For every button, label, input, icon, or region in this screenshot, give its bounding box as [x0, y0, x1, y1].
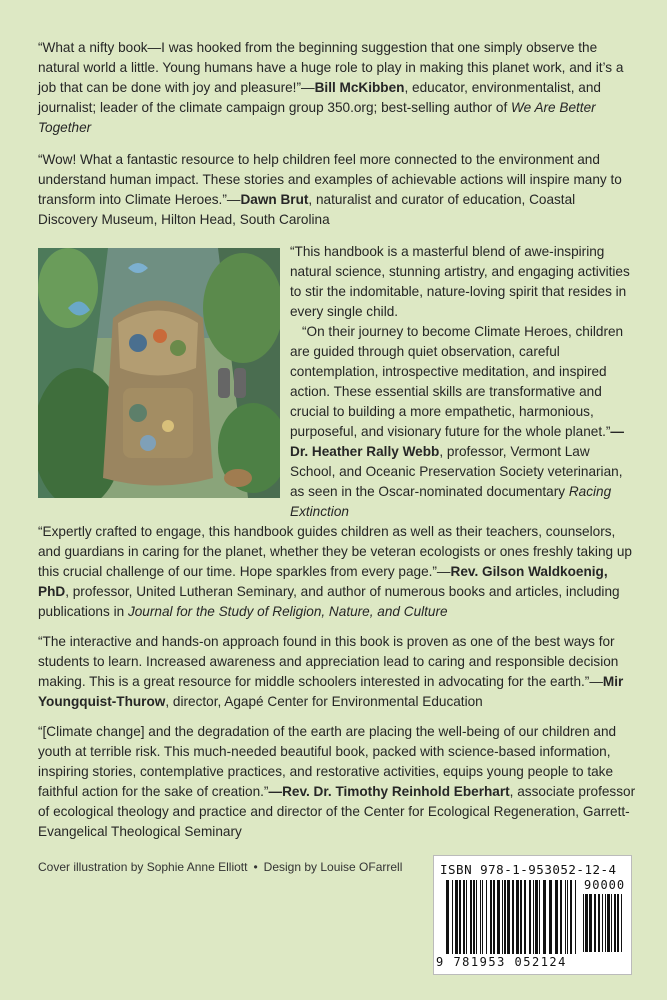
- barcode-bar: [486, 880, 487, 954]
- barcode-bar: [607, 894, 610, 952]
- barcode-bar: [459, 880, 461, 954]
- design-credit: Design by Louise OFarrell: [263, 860, 403, 874]
- barcode-bar: [480, 880, 481, 954]
- barcode-bar: [446, 880, 449, 954]
- blurb-text-part2: [290, 322, 635, 522]
- barcode-bar: [473, 880, 475, 954]
- barcode-bar: [497, 880, 500, 954]
- barcode-bar: [570, 880, 572, 954]
- barcode-bar: [470, 880, 472, 954]
- barcode-bar: [543, 880, 546, 954]
- barcode-bar: [614, 894, 616, 952]
- barcode-bar: [598, 894, 600, 952]
- barcode-bar: [594, 894, 596, 952]
- blurb-text: “Expertly crafted to engage, this handbook guides children as well as their teachers, counselors, and guardians in caring for the planet, whether they be veteran ecologists or ones freshly taking up this crucial challenge of our time. Hope sparkles from every page.”—: [38, 524, 632, 579]
- barcode-bar: [476, 880, 477, 954]
- blurb-author: Mir Youngquist-Thurow: [38, 674, 624, 709]
- barcode-bars: [446, 880, 576, 954]
- barcode-bar: [583, 894, 584, 952]
- barcode-bar: [452, 880, 453, 954]
- price-barcode-bars: [583, 894, 625, 952]
- barcode-bar: [507, 880, 510, 954]
- blurb-text: “[Climate change] and the degradation of the earth are placing the well-being of our children and youth at terrible risk. This much-needed beautiful book, packed with science-based information, inspiring stories, contemplative practices, and restorative activities, equips young people to take faithful action for the sake of creation.”: [38, 724, 617, 799]
- blurb-author: Bill McKibben: [314, 80, 405, 95]
- blurb-author: —Rev. Dr. Timothy Reinhold Eberhart: [268, 784, 510, 799]
- barcode-bar: [539, 880, 540, 954]
- barcode-bar: [589, 894, 592, 952]
- barcode-bar: [502, 880, 503, 954]
- barcode-bar: [617, 894, 619, 952]
- barcode-bar: [524, 880, 526, 954]
- backpack-image: [38, 248, 280, 498]
- illustration-credit: Cover illustration by Sophie Anne Elliott: [38, 860, 248, 874]
- blurb-text-part1: “This handbook is a masterful blend of awe-inspiring natural science, stunning artistry, and engaging activities to stir the indomitable, nature-loving spirit that resides in every single child.: [290, 244, 630, 319]
- barcode-bar: [621, 894, 622, 952]
- barcode-bar: [529, 880, 531, 954]
- blurb-waldkoenig: [38, 522, 638, 622]
- barcode-bar: [602, 894, 603, 952]
- barcode-bar: [535, 880, 538, 954]
- blurb-affiliation: , professor, United Lutheran Seminary, and author of numerous books and articles, including publications in: [38, 584, 620, 619]
- backpack-illustration: [38, 248, 280, 498]
- blurb-affiliation: , educator, environmentalist, and journalist; leader of the climate campaign group 350.org; best-selling author of: [38, 80, 601, 115]
- blurb-author: Rev. Gilson Waldkoenig, PhD: [38, 564, 608, 599]
- barcode-bar: [493, 880, 495, 954]
- barcode-bar: [575, 880, 576, 954]
- blurb-text: “What a nifty book—I was hooked from the beginning suggestion that one simply observe the natural world a little. Young humans have a huge role to play in making this planet work, and it’s a job that can be done with joy and pleasure!”—: [38, 40, 624, 95]
- barcode-bar: [565, 880, 566, 954]
- barcode-bar: [585, 894, 588, 952]
- barcode-bar: [533, 880, 534, 954]
- blurb-affiliation: , associate professor of ecological theology and practice and director of the Center for Ecological Regeneration, Garrett-Evangelical Theological Seminary: [38, 784, 636, 839]
- blurb-youngquist-thurow: [38, 632, 638, 712]
- isbn-number: ISBN 978-1-953052-12-4: [440, 862, 617, 877]
- price-code: 90000: [584, 878, 626, 892]
- blurb-author: Dawn Brut: [240, 192, 309, 207]
- isbn-barcode: [433, 855, 632, 975]
- barcode-bar: [512, 880, 514, 954]
- blurb-author: —Dr. Heather Rally Webb: [290, 424, 624, 459]
- blurb-affiliation: , naturalist and curator of education, Coastal Discovery Museum, Hilton Head, South Carolina: [38, 192, 576, 227]
- barcode-bar: [504, 880, 506, 954]
- ean-digits: 9 781953 052124: [436, 955, 567, 969]
- barcode-bar: [520, 880, 522, 954]
- blurb-work-title: Journal for the Study of Religion, Nature, and Culture: [127, 604, 448, 619]
- blurb-work-title: Racing Extinction: [290, 484, 612, 519]
- credits-line: [38, 860, 402, 874]
- barcode-bar: [463, 880, 465, 954]
- blurb-affiliation: , professor, Vermont Law School, and Oceanic Preservation Society veterinarian, as seen in the Oscar-nominated documentary: [290, 444, 623, 499]
- blurb-mckibben: [38, 38, 638, 138]
- blurb-text: “Wow! What a fantastic resource to help children feel more connected to the environment and understand human impact. These stories and examples of achievable actions will inspire many to transform into Climate Heroes.”—: [38, 152, 622, 207]
- blurb-brut: [38, 150, 638, 230]
- barcode-bar: [549, 880, 552, 954]
- barcode-bar: [490, 880, 492, 954]
- barcode-bar: [455, 880, 458, 954]
- barcode-bar: [605, 894, 606, 952]
- blurb-text: “On their journey to become Climate Heroes, children are guided through quiet observation, careful contemplation, introspective meditation, and inspired action. These essential skills are transformative and crucial to building a more empathetic, harmonious, purposeful, and visionary future for the whole planet.”: [290, 324, 624, 439]
- blurb-work-title: We Are Better Together: [38, 100, 596, 135]
- barcode-bar: [555, 880, 558, 954]
- barcode-bar: [482, 880, 483, 954]
- blurb-rally-webb: [290, 242, 635, 522]
- credits-separator: •: [253, 860, 258, 874]
- blurb-eberhart: [38, 722, 638, 842]
- blurb-affiliation: , director, Agapé Center for Environmental Education: [165, 694, 483, 709]
- barcode-bar: [516, 880, 519, 954]
- barcode-bar: [560, 880, 562, 954]
- barcode-bar: [611, 894, 612, 952]
- barcode-bar: [466, 880, 467, 954]
- barcode-bar: [567, 880, 568, 954]
- blurb-text: “The interactive and hands-on approach found in this book is proven as one of the best ways for students to learn. Increased awareness and appreciation lead to caring and responsible decision making. This is a great resource for middle schoolers interested in advocating for the earth.”—: [38, 634, 619, 689]
